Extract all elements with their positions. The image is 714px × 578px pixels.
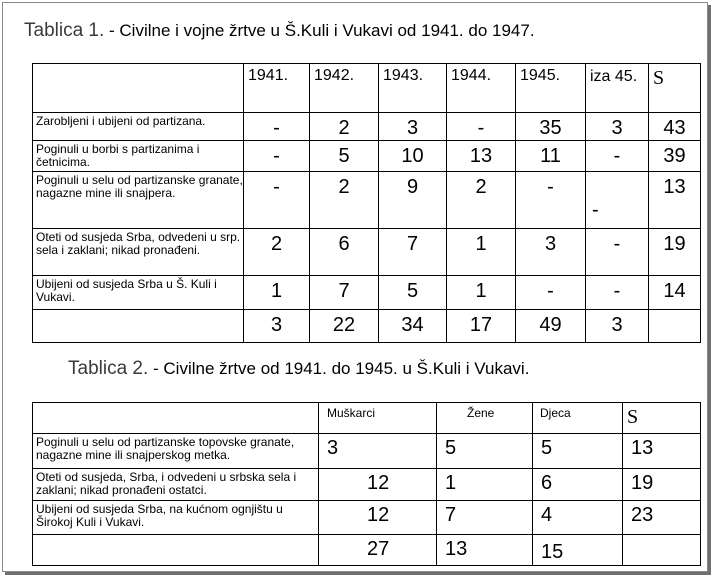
table1-header-cell: 1941. xyxy=(244,64,310,113)
table1-title xyxy=(24,20,535,42)
table-cell: 1 xyxy=(244,276,310,310)
table-cell: 5 xyxy=(379,276,447,310)
table-row xyxy=(33,172,701,229)
table2-title-label: Tablica 2. xyxy=(68,358,149,379)
table2-header-cell: Djeca xyxy=(533,403,623,434)
table-cell: 4 xyxy=(533,501,623,535)
table-cell: - xyxy=(244,141,310,172)
table1-header-sum: S xyxy=(649,64,701,113)
table-cell: 2 xyxy=(447,172,516,229)
row-label: Zarobljeni i ubijeni od partizana. xyxy=(33,113,244,141)
totals-label xyxy=(33,310,244,343)
total-cell: 27 xyxy=(319,535,437,566)
table-cell: 14 xyxy=(649,276,701,310)
table-cell: 5 xyxy=(437,434,533,469)
table-row xyxy=(33,141,701,172)
table1-header-cell: 1942. xyxy=(310,64,379,113)
table-cell: 19 xyxy=(649,229,701,276)
total-cell: 22 xyxy=(310,310,379,343)
table2-header-cell xyxy=(33,403,319,434)
table-row xyxy=(33,113,701,141)
table2-title xyxy=(68,358,529,380)
table2-header-cell: Muškarci xyxy=(319,403,437,434)
total-cell: 49 xyxy=(516,310,586,343)
total-cell: 15 xyxy=(533,535,623,566)
row-label: Oteti od susjeda Srba, odvedeni u srp. sela i zaklani; nikad pronađeni. xyxy=(33,229,244,276)
table-cell: - xyxy=(586,229,649,276)
total-cell: 17 xyxy=(447,310,516,343)
table2-totals-row xyxy=(33,535,701,566)
table-row xyxy=(33,469,701,501)
table-cell: 19 xyxy=(623,469,701,501)
table-cell: 43 xyxy=(649,113,701,141)
total-cell: 3 xyxy=(244,310,310,343)
table-cell: 7 xyxy=(379,229,447,276)
table-row xyxy=(33,229,701,276)
table-cell: 1 xyxy=(447,229,516,276)
table2-header-sum: S xyxy=(623,403,701,434)
table-cell: 6 xyxy=(310,229,379,276)
table-cell: 13 xyxy=(649,172,701,229)
table-cell: 7 xyxy=(310,276,379,310)
table-cell: 1 xyxy=(447,276,516,310)
table-cell: 10 xyxy=(379,141,447,172)
table-cell: - xyxy=(586,172,649,229)
table-cell: 39 xyxy=(649,141,701,172)
table-cell: 13 xyxy=(447,141,516,172)
table-cell: 2 xyxy=(310,172,379,229)
table-cell: 12 xyxy=(319,501,437,535)
table-cell: 6 xyxy=(533,469,623,501)
table-cell: 7 xyxy=(437,501,533,535)
total-cell: 34 xyxy=(379,310,447,343)
table2-header-cell: Žene xyxy=(437,403,533,434)
table-cell: 3 xyxy=(516,229,586,276)
totals-label xyxy=(33,535,319,566)
table-row xyxy=(33,434,701,469)
row-label: Ubijeni od susjeda Srba u Š. Kuli i Vukavi. xyxy=(33,276,244,310)
table-cell: 3 xyxy=(379,113,447,141)
table-cell: - xyxy=(244,172,310,229)
table-cell: - xyxy=(447,113,516,141)
total-cell xyxy=(623,535,701,566)
table1-title-label: Tablica 1. xyxy=(24,20,105,41)
table2-header-row xyxy=(33,403,701,434)
table-cell: 35 xyxy=(516,113,586,141)
table1-header-cell: 1944. xyxy=(447,64,516,113)
table-cell: 1 xyxy=(437,469,533,501)
table1-header-cell xyxy=(33,64,244,113)
table-cell: - xyxy=(244,113,310,141)
row-label: Poginuli u selu od partizanske topovske granate, nagazne mine ili snajperskog metka. xyxy=(33,434,319,469)
row-label: Poginuli u borbi s partizanima i četnicima. xyxy=(33,141,244,172)
table1 xyxy=(32,63,701,343)
table-cell: - xyxy=(586,141,649,172)
table-cell: 9 xyxy=(379,172,447,229)
table-cell: 5 xyxy=(533,434,623,469)
table2 xyxy=(32,402,701,566)
row-label: Oteti od susjeda, Srba, i odvedeni u srbska sela i zaklani; nikad pronađeni ostatci. xyxy=(33,469,319,501)
table-cell: 13 xyxy=(623,434,701,469)
table1-header-cell: 1943. xyxy=(379,64,447,113)
total-cell: 3 xyxy=(586,310,649,343)
table1-title-text: - Civilne i vojne žrtve u Š.Kuli i Vukavi od 1941. do 1947. xyxy=(104,21,535,40)
table-cell: 3 xyxy=(586,113,649,141)
row-label: Poginuli u selu od partizanske granate, nagazne mine ili snajpera. xyxy=(33,172,244,229)
table-cell: - xyxy=(516,172,586,229)
table2-title-text: - Civilne žrtve od 1941. do 1945. u Š.Kuli i Vukavi. xyxy=(148,359,530,378)
table1-totals-row xyxy=(33,310,701,343)
table-cell: 11 xyxy=(516,141,586,172)
table1-header-row xyxy=(33,64,701,113)
table-cell: 5 xyxy=(310,141,379,172)
table-cell: - xyxy=(586,276,649,310)
table-cell: 2 xyxy=(310,113,379,141)
table-cell: - xyxy=(516,276,586,310)
table-cell: 2 xyxy=(244,229,310,276)
table-row xyxy=(33,276,701,310)
table1-header-cell: 1945. xyxy=(516,64,586,113)
table-row xyxy=(33,501,701,535)
table-cell: 12 xyxy=(319,469,437,501)
total-cell xyxy=(649,310,701,343)
table1-header-cell: iza 45. xyxy=(586,64,649,113)
table-cell: 3 xyxy=(319,434,437,469)
total-cell: 13 xyxy=(437,535,533,566)
table-cell: 23 xyxy=(623,501,701,535)
row-label: Ubijeni od susjeda Srba, na kućnom ognjištu u Širokoj Kuli i Vukavi. xyxy=(33,501,319,535)
